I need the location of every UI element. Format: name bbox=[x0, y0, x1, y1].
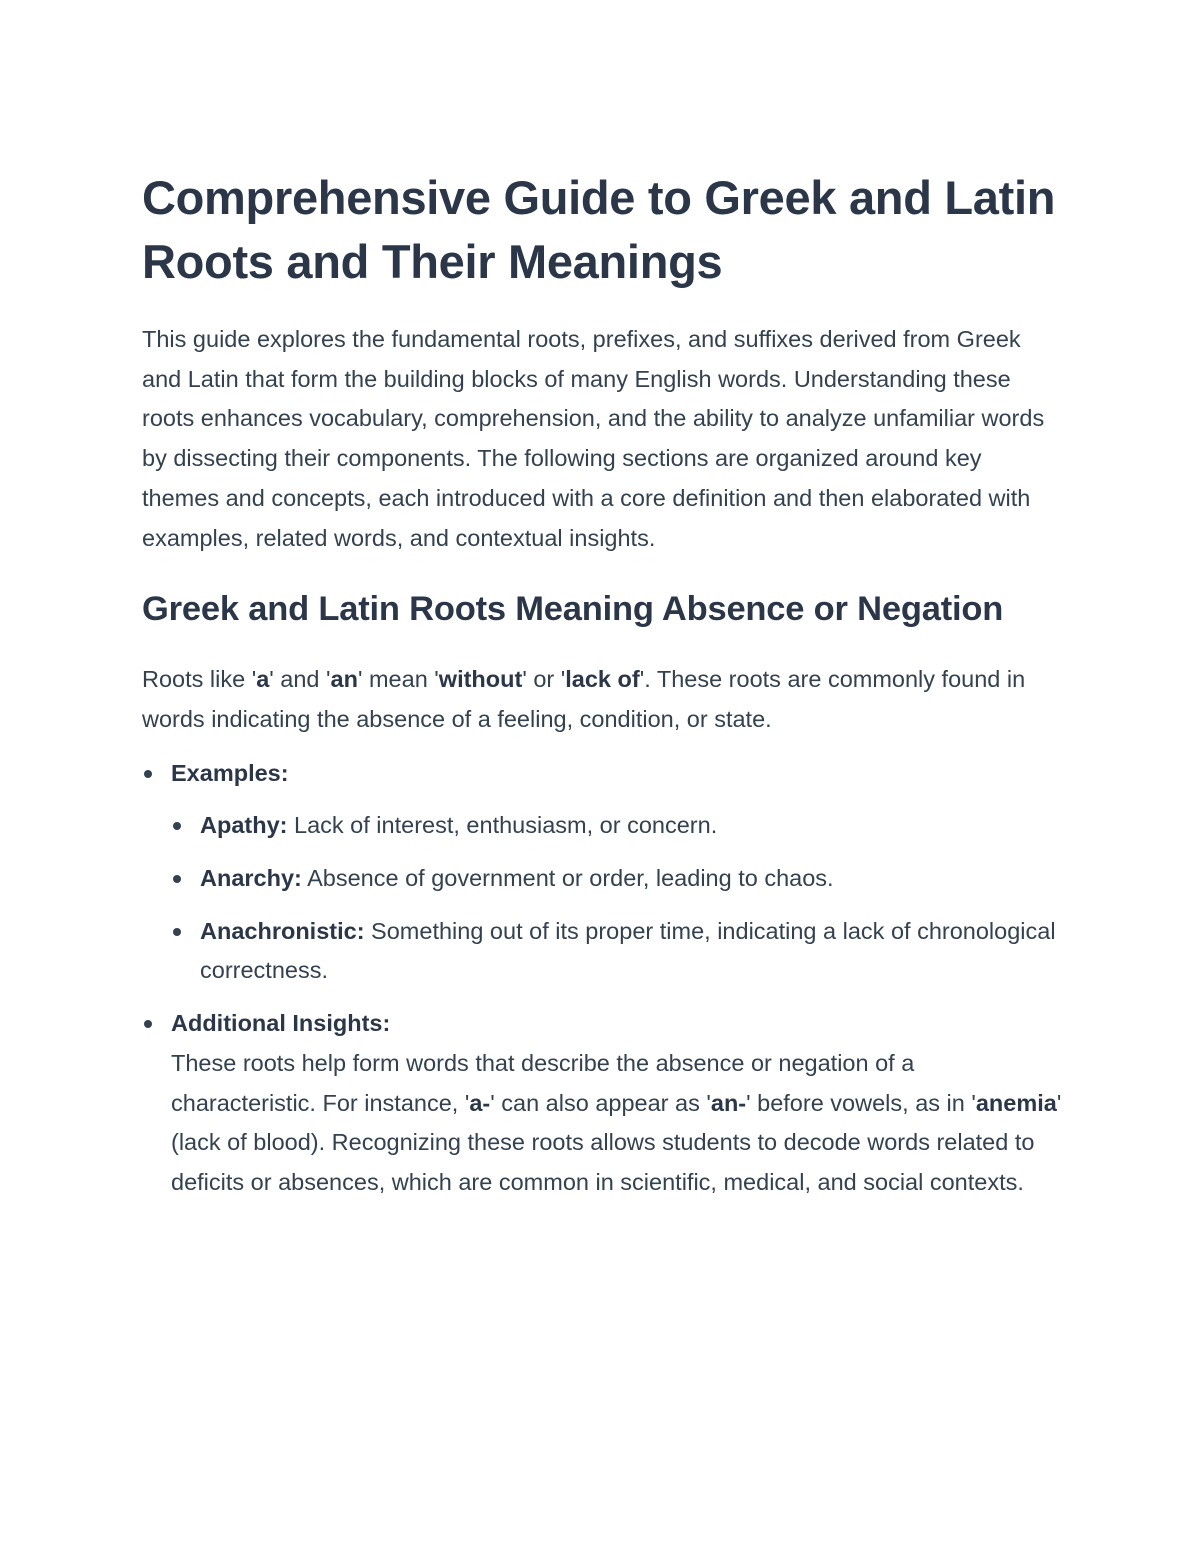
example-item bbox=[171, 859, 1062, 899]
insight-text: These roots help form words that describe the absence or negation of a characteristic. For instance, ' bbox=[171, 1049, 915, 1116]
bullet-dot-icon bbox=[173, 822, 181, 830]
examples-list bbox=[171, 806, 1062, 991]
example-definition: Absence of government or order, leading to chaos. bbox=[301, 865, 834, 892]
example-term: Anachronistic: bbox=[200, 917, 365, 944]
examples-label: Examples: bbox=[171, 759, 289, 786]
section-heading: Greek and Latin Roots Meaning Absence or Negation bbox=[142, 590, 1004, 629]
lead-bold-lack-of: lack of bbox=[565, 666, 640, 693]
example-item bbox=[171, 806, 1062, 846]
insight-bold-anemia: anemia bbox=[975, 1089, 1057, 1116]
intro-paragraph: This guide explores the fundamental roots, prefixes, and suffixes derived from Greek and Latin that form the building blocks of many English words. Understanding these roots enhances vocabulary, comprehension, and the ability to analyze unfamiliar words by dissecting their components. The following sections are organized around key themes and concepts, each introduced with a core definition and then elaborated with examples, related words, and contextual insights. bbox=[142, 326, 1045, 551]
lead-text: ' and ' bbox=[269, 666, 331, 693]
bullet-dot-icon bbox=[173, 928, 181, 936]
list-item-insights bbox=[142, 1004, 1062, 1203]
document-page bbox=[142, 166, 1062, 1203]
insight-text: ' can also appear as ' bbox=[490, 1089, 711, 1116]
section-lead-paragraph bbox=[142, 660, 1062, 739]
insights-label: Additional Insights: bbox=[171, 1010, 391, 1037]
lead-text: '. These roots are commonly found in words indicating the absence of a feeling, condition, or state. bbox=[142, 666, 1026, 732]
lead-bold-a: a bbox=[256, 666, 270, 693]
list-item-examples bbox=[142, 754, 1062, 992]
insight-text: ' before vowels, as in ' bbox=[746, 1089, 976, 1116]
lead-text: ' or ' bbox=[522, 666, 566, 693]
example-definition: Something out of its proper time, indicating a lack of chronological correctness. bbox=[200, 917, 1056, 984]
lead-text: Roots like ' bbox=[142, 666, 257, 693]
example-item bbox=[171, 912, 1062, 991]
insight-bold-a: a- bbox=[469, 1089, 491, 1116]
insight-text: ' (lack of blood). Recognizing these roots allows students to decode words related to deficits or absences, which are common in scientific, medical, and social contexts. bbox=[171, 1089, 1062, 1195]
section-bullet-list bbox=[142, 754, 1062, 1203]
bullet-dot-icon bbox=[144, 770, 152, 778]
insight-bold-an: an- bbox=[710, 1089, 747, 1116]
lead-bold-without: without bbox=[438, 666, 523, 693]
example-definition: Lack of interest, enthusiasm, or concern. bbox=[287, 812, 718, 839]
bullet-dot-icon bbox=[173, 875, 181, 883]
lead-bold-an: an bbox=[330, 666, 358, 693]
example-term: Apathy: bbox=[200, 812, 288, 839]
lead-text: ' mean ' bbox=[357, 666, 439, 693]
insights-paragraph bbox=[171, 1044, 1062, 1203]
document-title: Comprehensive Guide to Greek and Latin Roots and Their Meanings bbox=[142, 171, 1056, 288]
example-term: Anarchy: bbox=[200, 865, 302, 892]
bullet-dot-icon bbox=[144, 1020, 152, 1028]
